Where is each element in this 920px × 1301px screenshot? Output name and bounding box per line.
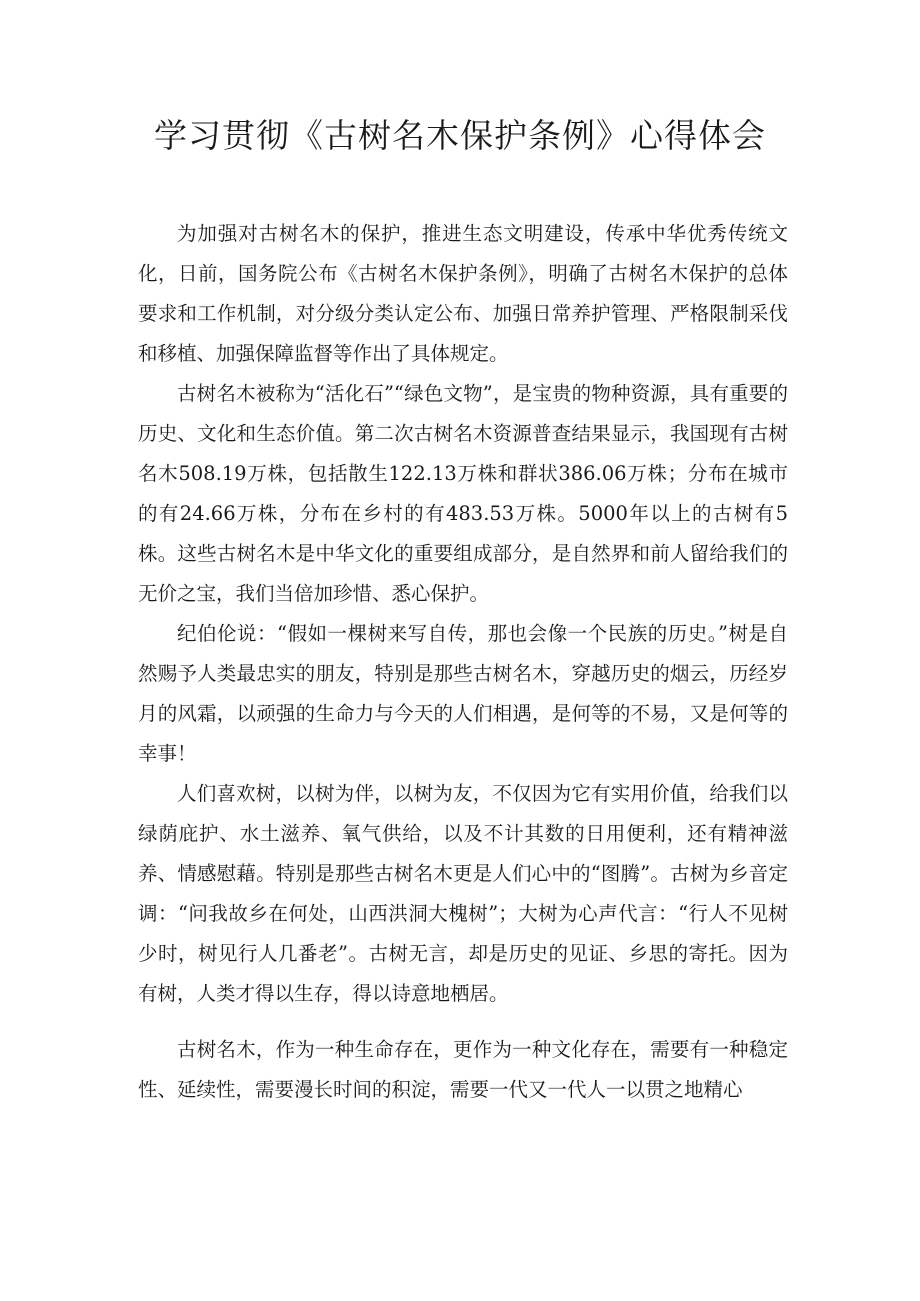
document-body bbox=[138, 214, 788, 1110]
paragraph-1: 为加强对古树名木的保护，推进生态文明建设，传承中华优秀传统文化，日前，国务院公布《古树名木保护条例》，明确了古树名木保护的总体要求和工作机制，对分级分类认定公布、加强日常养护管理、严格限制采伐和移植、加强保障监督等作出了具体规定。 bbox=[138, 222, 788, 365]
paragraph-5: 古树名木，作为一种生命存在，更作为一种文化存在，需要有一种稳定性、延续性，需要漫长时间的积淀，需要一代又一代人一以贯之地精心 bbox=[138, 1038, 788, 1101]
paragraph-4: 人们喜欢树，以树为伴，以树为友，不仅因为它有实用价值，给我们以绿荫庇护、水土滋养、氧气供给，以及不计其数的日用便利，还有精神滋养、情感慰藉。特别是那些古树名木更是人们心中的“图腾”。古树为乡音定调：“问我故乡在何处，山西洪洞大槐树”；大树为心声代言：“行人不见树少时，树见行人几番老”。古树无言，却是历史的见证、乡思的寄托。因为有树，人类才得以生存，得以诗意地栖居。 bbox=[138, 782, 788, 1005]
paragraph-2: 古树名木被称为“活化石”“绿色文物”，是宝贵的物种资源，具有重要的历史、文化和生态价值。第二次古树名木资源普查结果显示，我国现有古树名木508.19万株，包括散生122.13万株和群状386.06万株；分布在城市的有24.66万株，分布在乡村的有483.53万株。5000年以上的古树有5株。这些古树名木是中华文化的重要组成部分，是自然界和前人留给我们的无价之宝，我们当倍加珍惜、悉心保护。 bbox=[138, 382, 788, 605]
document-title: 学习贯彻《古树名木保护条例》心得体会 bbox=[154, 116, 766, 155]
paragraph-3: 纪伯伦说：“假如一棵树来写自传，那也会像一个民族的历史。”树是自然赐予人类最忠实的朋友，特别是那些古树名木，穿越历史的烟云，历经岁月的风霜，以顽强的生命力与今天的人们相遇，是何等的不易，又是何等的幸事！ bbox=[138, 622, 788, 765]
